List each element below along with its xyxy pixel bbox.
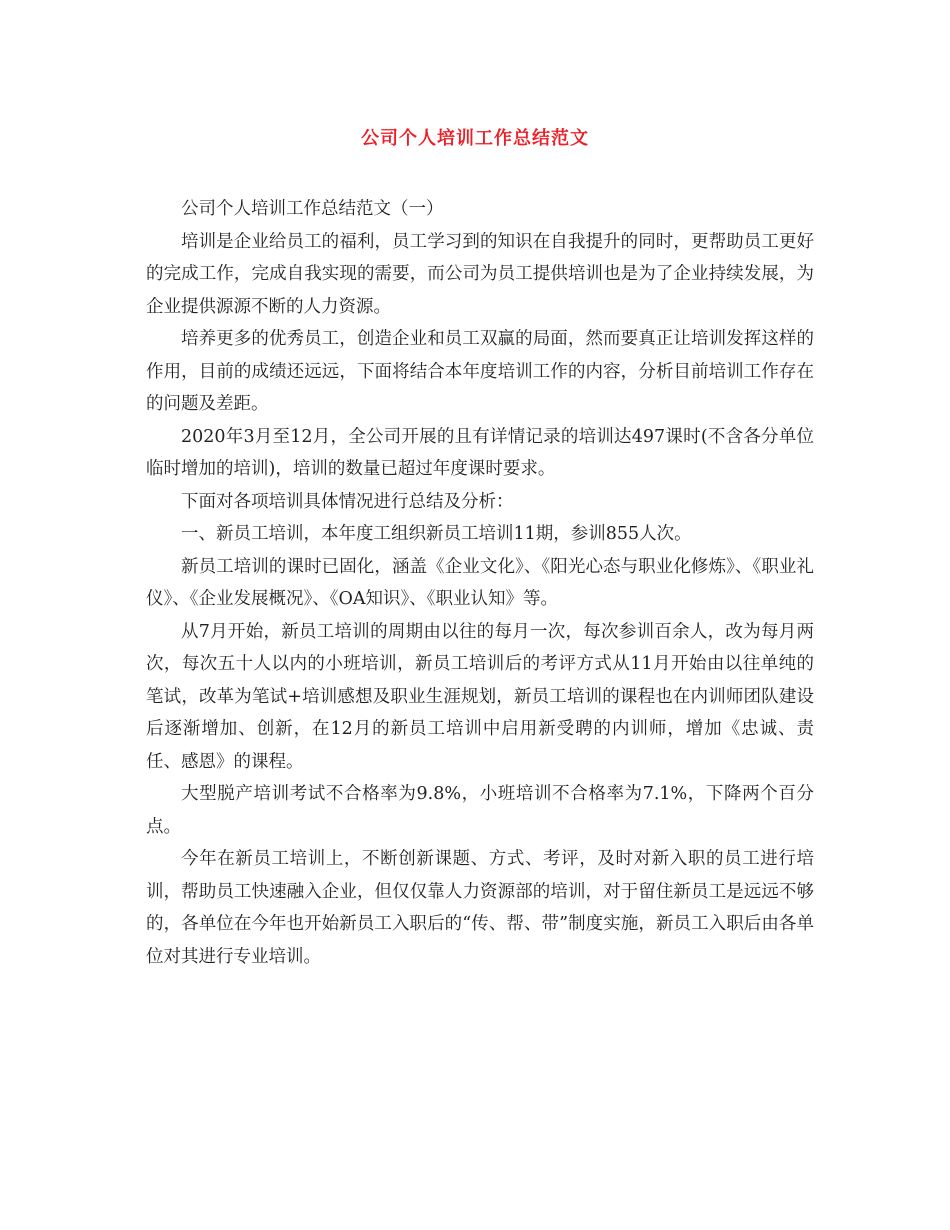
paragraph: 大型脱产培训考试不合格率为9.8%，小班培训不合格率为7.1%，下降两个百分点。 (146, 784, 814, 837)
section-heading: 公司个人培训工作总结范文（一） (181, 199, 444, 219)
document-body (146, 193, 814, 973)
paragraph: 下面对各项培训具体情况进行总结及分析： (181, 491, 514, 512)
paragraph: 从7月开始，新员工培训的周期由以往的每月一次，每次参训百余人，改为每月两次，每次五十人以内的小班培训，新员工培训后的考评方式从11月开始由以往单纯的笔试，改革为笔试+培训感想及职业生涯规划，新员工培训的课程也在内训师团队建设后逐渐增加、创新，在12月的新员工培训中启用新受聘的内训师，增加《忠诚、责任、感恩》的课程。 (146, 621, 814, 772)
document-title: 公司个人培训工作总结范文 (361, 128, 589, 149)
paragraph: 培养更多的优秀员工，创造企业和员工双赢的局面，然而要真正让培训发挥这样的作用，目前的成绩还远远，下面将结合本年度培训工作的内容，分析目前培训工作存在的问题及差距。 (146, 329, 814, 414)
paragraph: 培训是企业给员工的福利，员工学习到的知识在自我提升的同时，更帮助员工更好的完成工作，完成自我实现的需要，而公司为员工提供培训也是为了企业持续发展，为企业提供源源不断的人力资源。 (146, 231, 814, 317)
paragraph: 新员工培训的课时已固化，涵盖《企业文化》、《阳光心态与职业化修炼》、《职业礼仪》、《企业发展概况》、《OA知识》、《职业认知》等。 (146, 556, 814, 609)
paragraph: 一、新员工培训，本年度工组织新员工培训11期，参训855人次。 (181, 524, 692, 544)
paragraph: 2020年3月至12月，全公司开展的且有详情记录的培训达497课时(不含各分单位临时增加的培训)，培训的数量已超过年度课时要求。 (146, 426, 814, 479)
paragraph: 今年在新员工培训上，不断创新课题、方式、考评，及时对新入职的员工进行培训，帮助员工快速融入企业，但仅仅靠人力资源部的培训，对于留住新员工是远远不够的，各单位在今年也开始新员工入职后的“传、帮、带”制度实施，新员工入职后由各单位对其进行专业培训。 (146, 849, 814, 967)
